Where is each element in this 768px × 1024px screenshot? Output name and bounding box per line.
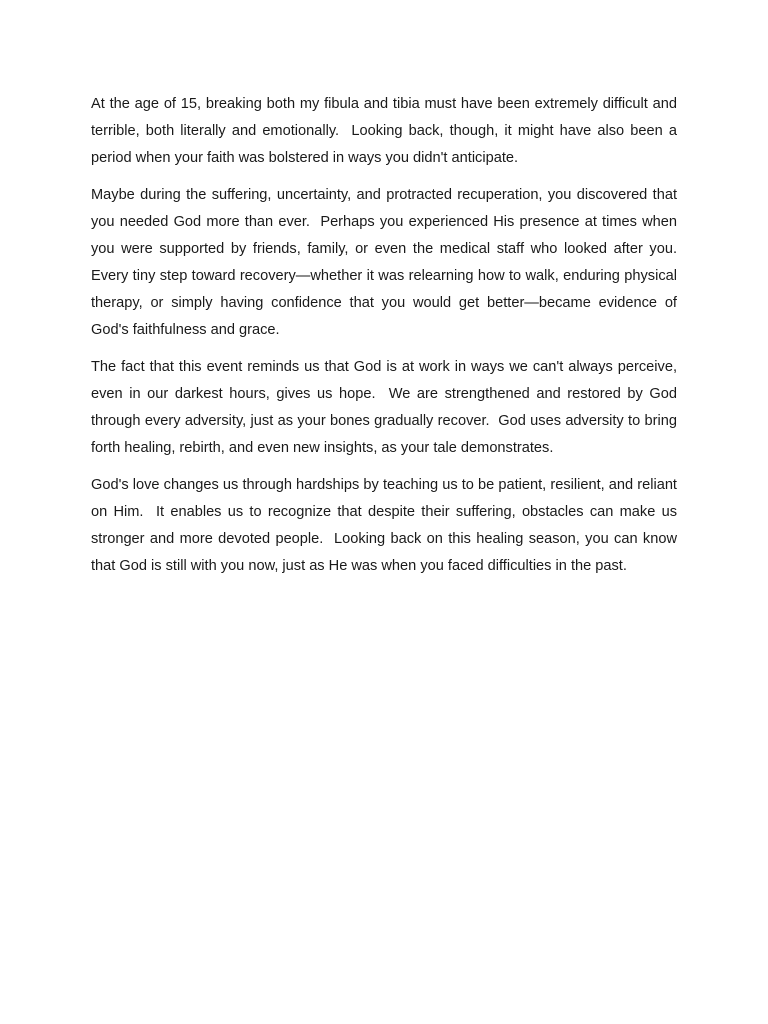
paragraph-1: At the age of 15, breaking both my fibula and tibia must have been extremely difficult and terrible, both literally and emotionally. Looking back, though, it might have also been a period when your faith was bolstered in ways you didn't anticipate. (91, 96, 682, 166)
paragraph-3: The fact that this event reminds us that God is at work in ways we can't always perceive, even in our darkest hours, gives us hope. We are strengthened and restored by God through every adversity, just as your bones gradually recover. God uses adversity to bring forth healing, rebirth, and even new insights, as your tale demonstrates. (91, 359, 682, 456)
paragraph-4: God's love changes us through hardships by teaching us to be patient, resilient, and reliant on Him. It enables us to recognize that despite their suffering, obstacles can make us stronger and more devoted people. Looking back on this healing season, you can know that God is still with you now, just as He was when you faced difficulties in the past. (91, 477, 682, 574)
document-body (91, 91, 686, 590)
paragraph-2: Maybe during the suffering, uncertainty, and protracted recuperation, you discovered that you needed God more than ever. Perhaps you experienced His presence at times when you were supported by friends, family, or even the medical staff who looked after you. Every tiny step toward recovery—whether it was relearning how to walk, enduring physical therapy, or simply having confidence that you would get better—became evidence of God's faithfulness and grace. (91, 187, 686, 338)
